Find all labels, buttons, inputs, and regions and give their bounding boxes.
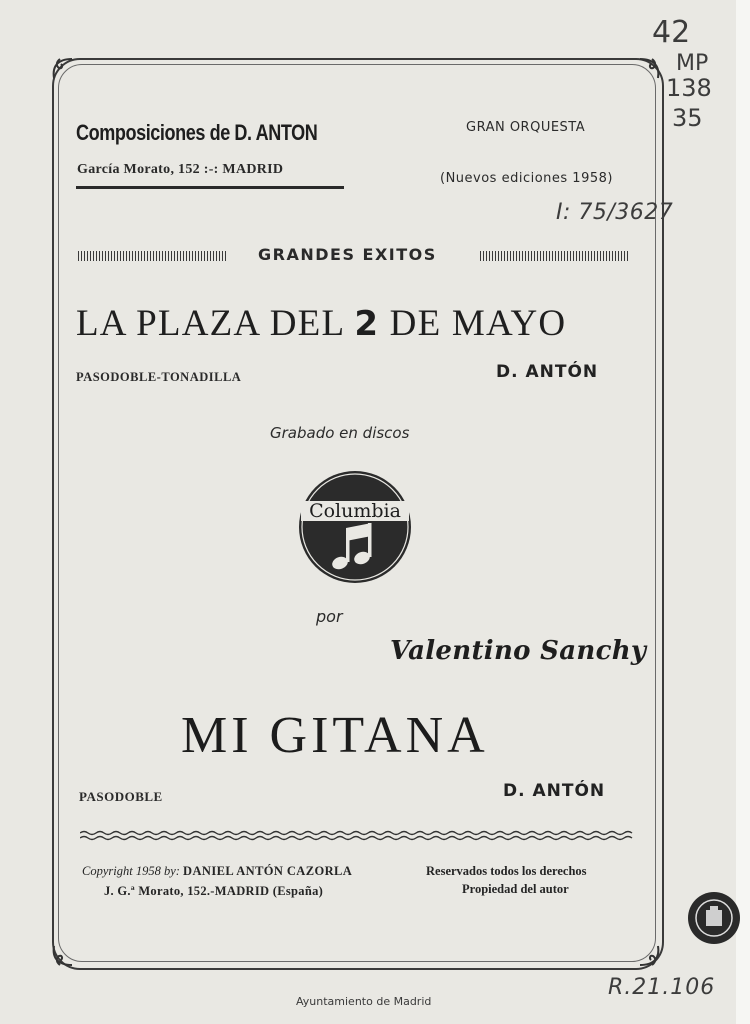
song-title-1 (76, 302, 566, 345)
song-title-2: MI GITANA (181, 707, 489, 764)
recorded-label: Grabado en discos (270, 424, 410, 442)
performer-name: Valentino Sanchy (390, 636, 647, 666)
song-title-1-part2: DE MAYO (379, 303, 567, 344)
frame-corner-ornament-icon (50, 944, 84, 968)
copyright-line (82, 864, 352, 879)
publisher-address: García Morato, 152 :-: MADRID (77, 162, 284, 177)
song-genre-1: PASODOBLE-TONADILLA (76, 370, 242, 384)
handwritten-number: 42 (652, 15, 691, 50)
rights-reserved: Reservados todos los derechos (426, 864, 587, 878)
frame-corner-ornament-icon (628, 56, 662, 80)
publisher-name: Composiciones de D. ANTON (76, 120, 318, 145)
song-genre-2: PASODOBLE (79, 789, 163, 804)
author-ownership: Propiedad del autor (462, 882, 569, 896)
handwritten-bottom-code: R.21.106 (608, 975, 716, 1000)
song-title-1-number: 2 (354, 304, 380, 344)
library-stamp-icon (686, 888, 742, 948)
page-edge (736, 0, 750, 1024)
song-composer-2: D. ANTÓN (503, 781, 606, 801)
hatch-rule-right (480, 251, 630, 261)
address-divider (76, 186, 344, 189)
frame-corner-ornament-icon (50, 56, 84, 80)
handwritten-code-2: 138 (666, 74, 712, 102)
columbia-brand-text: Columbia (309, 500, 401, 522)
orchestra-label: GRAN ORQUESTA (466, 120, 586, 135)
song-composer-1: D. ANTÓN (496, 362, 599, 382)
editions-label: (Nuevos ediciones 1958) (440, 171, 613, 186)
copyright-prefix: Copyright 1958 by: (82, 864, 180, 878)
frame-corner-ornament-icon (628, 944, 662, 968)
song-title-1-part1: LA PLAZA DEL (76, 303, 355, 344)
columbia-logo-icon (296, 468, 414, 586)
library-footer: Ayuntamiento de Madrid (296, 995, 432, 1008)
hatch-rule-left (78, 251, 228, 261)
copyright-owner: DANIEL ANTÓN CAZORLA (183, 864, 353, 878)
handwritten-code-3: 35 (672, 104, 703, 132)
by-label: por (316, 607, 343, 626)
section-title: GRANDES EXITOS (258, 245, 437, 264)
wavy-divider (80, 830, 634, 842)
handwritten-catalog: I: 75/3627 (556, 200, 674, 225)
copyright-address: J. G.ª Morato, 152.-MADRID (España) (104, 884, 324, 898)
handwritten-code-1: MP (676, 51, 709, 76)
